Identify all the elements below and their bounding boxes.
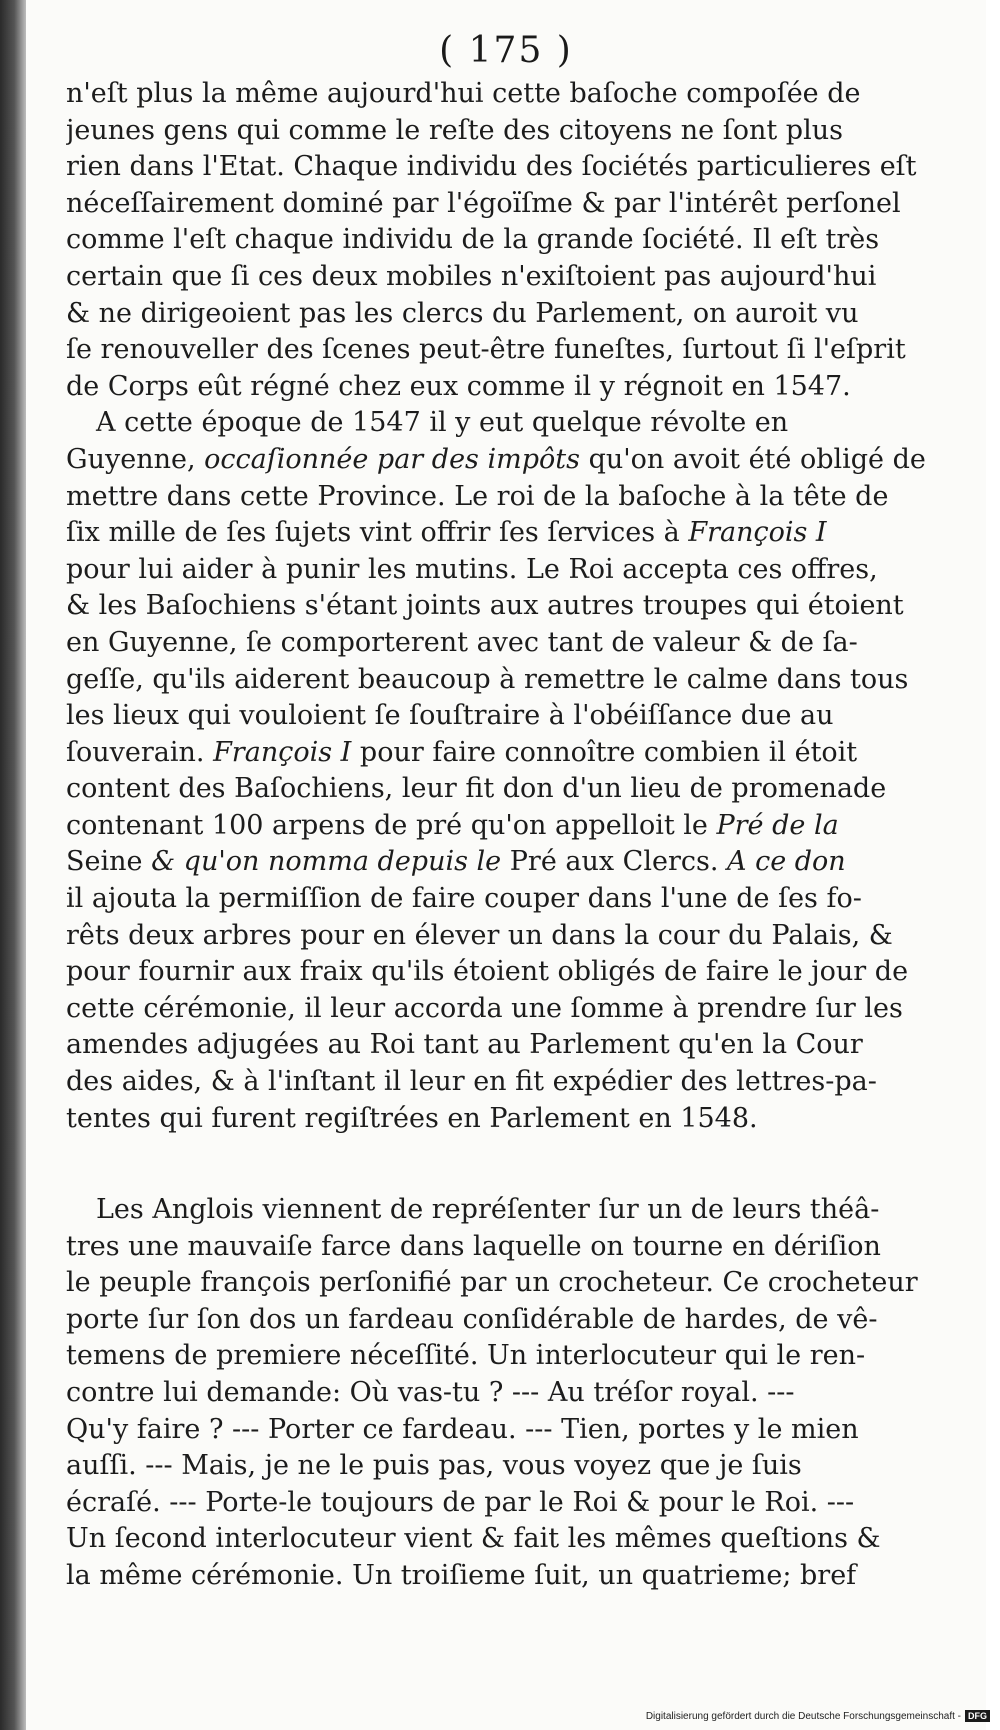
text-line: porte ſur ſon dos un fardeau conſidérable de hardes, de vê- bbox=[66, 1303, 878, 1335]
text-line: pour fournir aux fraix qu'ils étoient obligés de faire le jour de bbox=[66, 956, 909, 988]
text-line: tres une mauvaiſe farce dans laquelle on tourne en dériſion bbox=[66, 1230, 881, 1262]
text-line: & les Baſochiens s'étant joints aux autres troupes qui étoient bbox=[66, 590, 904, 622]
text-line: tentes qui furent regiſtrées en Parlement en 1548. bbox=[66, 1102, 758, 1134]
text-line: le peuple françois perſonifié par un crocheteur. Ce crocheteur bbox=[66, 1267, 918, 1299]
text-line: Qu'y faire ? --- Porter ce fardeau. --- Tien, portes y le mien bbox=[66, 1413, 859, 1445]
dfg-logo: DFG bbox=[965, 1710, 990, 1722]
text-line: contre lui demande: Où vas-tu ? --- Au tréſor royal. --- bbox=[66, 1376, 795, 1408]
text-block-lower bbox=[66, 1192, 950, 1595]
text-line: les lieux qui vouloient ſe ſouſtraire à l'obéiſſance due au bbox=[66, 700, 834, 732]
text-line: écraſé. --- Porte-le toujours de par le Roi & pour le Roi. --- bbox=[66, 1486, 855, 1518]
text-line: rien dans l'Etat. Chaque individu des ſociétés particulieres eſt bbox=[66, 151, 917, 183]
text-line: cette cérémonie, il leur accorda une ſomme à prendre ſur les bbox=[66, 992, 903, 1024]
text-line: rêts deux arbres pour en élever un dans la cour du Palais, & bbox=[66, 919, 893, 951]
text-line: Les Anglois viennent de repréſenter ſur un de leurs théâ- bbox=[96, 1194, 880, 1225]
book-page bbox=[26, 0, 986, 1730]
text-line: amendes adjugées au Roi tant au Parlement qu'en la Cour bbox=[66, 1029, 863, 1061]
scan-binding-shadow bbox=[0, 0, 26, 1730]
text-line: jeunes gens qui comme le reſte des citoyens ne ſont plus bbox=[66, 114, 843, 146]
text-line: pour lui aider à punir les mutins. Le Roi accepta ces offres, bbox=[66, 553, 878, 585]
text-line: A cette époque de 1547 il y eut quelque révolte en bbox=[96, 407, 789, 439]
text-line: ſouverain. François I pour faire connoître combien il étoit bbox=[66, 736, 858, 768]
text-line: auſſi. --- Mais, je ne le puis pas, vous voyez que je ſuis bbox=[66, 1450, 802, 1482]
text-line: mettre dans cette Province. Le roi de la baſoche à la tête de bbox=[66, 480, 889, 512]
footer-credit bbox=[646, 1710, 990, 1722]
text-line: des aides, & à l'inſtant il leur en fit expédier des lettres-pa- bbox=[66, 1066, 877, 1098]
text-line: la même cérémonie. Un troiſieme ſuit, un quatrieme; bref bbox=[66, 1559, 857, 1591]
text-line: il ajouta la permiſſion de faire couper dans l'une de ſes fo- bbox=[66, 883, 862, 915]
text-line: temens de premiere néceſſité. Un interlocuteur qui le ren- bbox=[66, 1340, 866, 1372]
text-line: Seine & qu'on nomma depuis le Pré aux Clercs. A ce don bbox=[66, 846, 846, 878]
text-line: ſix mille de ſes ſujets vint offrir ſes ſervices à François I bbox=[66, 517, 827, 549]
text-line: content des Baſochiens, leur fit don d'un lieu de promenade bbox=[66, 773, 887, 805]
text-line: certain que ſi ces deux mobiles n'exiſtoient pas aujourd'hui bbox=[66, 260, 877, 292]
text-line: Un ſecond interlocuteur vient & fait les mêmes queſtions & bbox=[66, 1523, 881, 1555]
text-line: ſe renouveller des ſcenes peut-être funeſtes, ſurtout ſi l'eſprit bbox=[66, 334, 906, 366]
text-line: & ne dirigeoient pas les clercs du Parlement, on auroit vu bbox=[66, 297, 859, 329]
text-line: Guyenne, occaſionnée par des impôts qu'on avoit été obligé de bbox=[66, 443, 926, 475]
text-line: n'eſt plus la même aujourd'hui cette baſoche compoſée de bbox=[66, 78, 861, 109]
text-line: comme l'eſt chaque individu de la grande ſociété. Il eſt très bbox=[66, 224, 880, 256]
text-block-upper bbox=[66, 76, 950, 1137]
text-line: de Corps eût régné chez eux comme il y régnoit en 1547. bbox=[66, 370, 851, 402]
text-line: néceſſairement dominé par l'égoïſme & par l'intérêt perſonel bbox=[66, 187, 901, 219]
text-line: contenant 100 arpens de pré qu'on appelloit le Pré de la bbox=[66, 809, 839, 841]
text-line: geſſe, qu'ils aiderent beaucoup à remettre le calme dans tous bbox=[66, 663, 909, 695]
text-line: en Guyenne, ſe comporterent avec tant de valeur & de ſa- bbox=[66, 626, 858, 658]
page-number: ( 175 ) bbox=[439, 30, 573, 71]
footer-text: Digitalisierung gefördert durch die Deutsche Forschungsgemeinschaft - bbox=[645, 1710, 961, 1722]
